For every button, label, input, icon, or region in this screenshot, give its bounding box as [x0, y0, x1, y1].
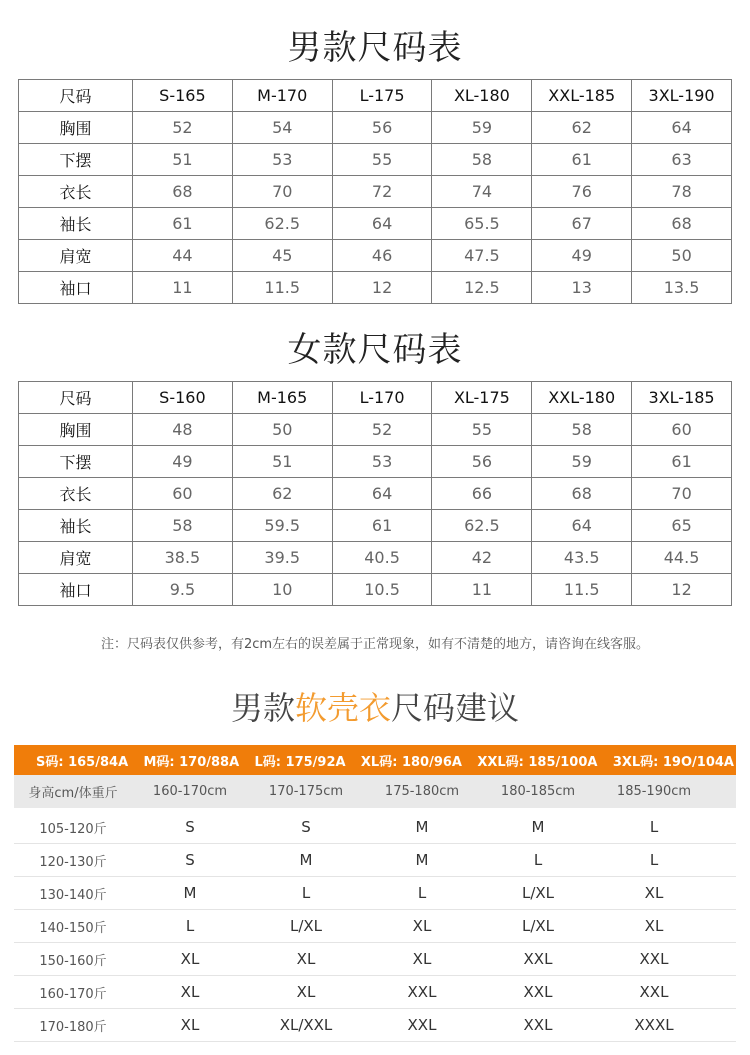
measure-value-cell: 58	[532, 414, 632, 446]
measure-value-cell: 42	[432, 542, 532, 574]
recommend-title-pre: 男款	[230, 689, 295, 727]
table-row	[19, 240, 732, 272]
size-code-label: XL码: 180/96A	[360, 754, 462, 770]
measure-value-cell: 10.5	[332, 574, 432, 606]
measure-value-cell: 48	[133, 414, 233, 446]
measure-value-cell: 61	[632, 446, 732, 478]
measure-value-cell: 66	[432, 478, 532, 510]
recommended-size-cell: XXL	[523, 983, 553, 1001]
recommended-size-cell: L/XL	[289, 917, 323, 935]
measure-value-cell: 55	[432, 414, 532, 446]
measure-value-cell: 50	[232, 414, 332, 446]
measure-label-cell: 肩宽	[19, 542, 133, 574]
measure-value-cell: 56	[432, 446, 532, 478]
women-size-table	[18, 381, 732, 606]
measure-value-cell: 52	[332, 414, 432, 446]
table-row	[19, 446, 732, 478]
recommended-size-cell: XL	[180, 1016, 200, 1034]
measure-value-cell: 46	[332, 240, 432, 272]
measure-value-cell: 70	[232, 176, 332, 208]
recommended-size-cell: L/XL	[521, 917, 555, 935]
weight-range-cell: 120-130斤	[39, 854, 107, 870]
recommended-size-cell: M	[415, 818, 429, 836]
size-header-cell: XXL-180	[532, 382, 632, 414]
recommended-size-cell: XL	[180, 983, 200, 1001]
table-row	[14, 976, 736, 1009]
recommended-size-cell: M	[415, 851, 429, 869]
measure-label-cell: 衣长	[19, 478, 133, 510]
size-code-label: XXL码: 185/100A	[477, 754, 598, 770]
header-label-cell: 尺码	[19, 80, 133, 112]
size-note: 注：尺码表仅供参考，有2cm左右的误差属于正常现象，如有不清楚的地方，请咨询在线客服。	[100, 637, 650, 652]
measure-value-cell: 60	[133, 478, 233, 510]
height-range-header: 180-185cm	[500, 784, 576, 799]
size-header-cell: S-160	[133, 382, 233, 414]
measure-value-cell: 43.5	[532, 542, 632, 574]
table-row	[14, 844, 736, 877]
recommended-size-cell: XXL	[523, 1016, 553, 1034]
measure-value-cell: 61	[332, 510, 432, 542]
size-code-label: L码: 175/92A	[254, 754, 346, 770]
size-header-cell: L-175	[332, 80, 432, 112]
header-label-cell: 尺码	[19, 382, 133, 414]
size-header-cell: XL-175	[432, 382, 532, 414]
measure-value-cell: 64	[532, 510, 632, 542]
measure-value-cell: 54	[232, 112, 332, 144]
size-header-cell: 3XL-185	[632, 382, 732, 414]
measure-label-cell: 袖口	[19, 574, 133, 606]
recommended-size-cell: L	[417, 884, 427, 902]
measure-value-cell: 38.5	[133, 542, 233, 574]
recommended-size-cell: XL	[412, 917, 432, 935]
weight-range-cell: 160-170斤	[39, 986, 107, 1002]
size-code-label: S码: 165/84A	[36, 754, 129, 770]
table-row	[19, 414, 732, 446]
table-row	[14, 910, 736, 943]
men-size-table	[18, 79, 732, 304]
recommended-size-cell: L	[649, 818, 659, 836]
measure-value-cell: 11.5	[532, 574, 632, 606]
measure-value-cell: 44	[133, 240, 233, 272]
recommended-size-cell: M	[531, 818, 545, 836]
measure-value-cell: 59	[532, 446, 632, 478]
size-code-bar	[14, 745, 736, 775]
recommended-size-cell: XL	[296, 983, 316, 1001]
measure-value-cell: 68	[532, 478, 632, 510]
recommended-size-cell: XL	[296, 950, 316, 968]
table-row	[14, 877, 736, 910]
measure-value-cell: 59	[432, 112, 532, 144]
recommended-size-cell: XXXL	[634, 1016, 674, 1034]
measure-value-cell: 11	[133, 272, 233, 304]
measure-value-cell: 60	[632, 414, 732, 446]
measure-value-cell: 62.5	[432, 510, 532, 542]
measure-value-cell: 76	[532, 176, 632, 208]
height-range-header: 185-190cm	[616, 784, 692, 799]
measure-value-cell: 10	[232, 574, 332, 606]
measure-label-cell: 袖长	[19, 208, 133, 240]
weight-range-cell: 170-180斤	[39, 1019, 107, 1035]
recommend-header-row	[14, 775, 736, 808]
recommended-size-cell: XXL	[639, 950, 669, 968]
recommended-size-cell: XXL	[407, 983, 437, 1001]
recommended-size-cell: S	[185, 851, 195, 869]
recommended-size-cell: XL	[644, 917, 664, 935]
recommended-size-cell: XL/XXL	[279, 1016, 333, 1034]
measure-label-cell: 肩宽	[19, 240, 133, 272]
measure-value-cell: 58	[432, 144, 532, 176]
table-row	[14, 1009, 736, 1042]
measure-value-cell: 45	[232, 240, 332, 272]
measure-value-cell: 67	[532, 208, 632, 240]
recommended-size-cell: M	[183, 884, 197, 902]
recommend-title	[0, 683, 750, 729]
recommended-size-cell: L/XL	[521, 884, 555, 902]
measure-value-cell: 70	[632, 478, 732, 510]
size-header-cell: XXL-185	[532, 80, 632, 112]
measure-value-cell: 13	[532, 272, 632, 304]
men-size-chart-title: 男款尺码表	[287, 28, 463, 68]
measure-value-cell: 64	[332, 478, 432, 510]
measure-value-cell: 49	[532, 240, 632, 272]
table-row	[19, 272, 732, 304]
measure-value-cell: 44.5	[632, 542, 732, 574]
measure-label-cell: 袖长	[19, 510, 133, 542]
measure-value-cell: 62.5	[232, 208, 332, 240]
measure-value-cell: 64	[332, 208, 432, 240]
measure-value-cell: 53	[332, 446, 432, 478]
recommended-size-cell: L	[533, 851, 543, 869]
height-weight-header: 身高cm/体重斤	[28, 786, 118, 801]
measure-value-cell: 56	[332, 112, 432, 144]
weight-range-cell: 130-140斤	[39, 887, 107, 903]
recommended-size-cell: M	[299, 851, 313, 869]
measure-value-cell: 51	[232, 446, 332, 478]
measure-value-cell: 65	[632, 510, 732, 542]
weight-range-cell: 140-150斤	[39, 920, 107, 936]
measure-value-cell: 74	[432, 176, 532, 208]
table-row	[19, 542, 732, 574]
recommended-size-cell: XXL	[407, 1016, 437, 1034]
recommended-size-cell: L	[301, 884, 311, 902]
recommended-size-cell: XL	[180, 950, 200, 968]
recommended-size-cell: XXL	[523, 950, 553, 968]
table-row	[19, 574, 732, 606]
measure-label-cell: 下摆	[19, 144, 133, 176]
size-code-label: M码: 170/88A	[143, 754, 240, 770]
measure-value-cell: 62	[532, 112, 632, 144]
measure-value-cell: 12.5	[432, 272, 532, 304]
measure-value-cell: 40.5	[332, 542, 432, 574]
size-header-cell: M-165	[232, 382, 332, 414]
recommended-size-cell: XXL	[639, 983, 669, 1001]
recommended-size-cell: L	[649, 851, 659, 869]
recommend-title-post: 尺码建议	[391, 689, 520, 727]
measure-value-cell: 78	[632, 176, 732, 208]
measure-value-cell: 47.5	[432, 240, 532, 272]
measure-value-cell: 12	[632, 574, 732, 606]
table-header-row	[19, 382, 732, 414]
measure-value-cell: 9.5	[133, 574, 233, 606]
table-row	[19, 478, 732, 510]
measure-value-cell: 11.5	[232, 272, 332, 304]
table-row	[19, 510, 732, 542]
measure-value-cell: 61	[133, 208, 233, 240]
size-code-label: 3XL码: 19O/104A	[612, 754, 734, 770]
table-header-row	[19, 80, 732, 112]
size-header-cell: 3XL-190	[632, 80, 732, 112]
measure-label-cell: 袖口	[19, 272, 133, 304]
measure-value-cell: 39.5	[232, 542, 332, 574]
measure-label-cell: 衣长	[19, 176, 133, 208]
table-row	[19, 112, 732, 144]
measure-label-cell: 胸围	[19, 112, 133, 144]
measure-value-cell: 11	[432, 574, 532, 606]
measure-value-cell: 50	[632, 240, 732, 272]
height-range-header: 170-175cm	[268, 784, 344, 799]
measure-label-cell: 下摆	[19, 446, 133, 478]
weight-range-cell: 105-120斤	[39, 821, 107, 837]
measure-value-cell: 68	[632, 208, 732, 240]
size-header-cell: L-170	[332, 382, 432, 414]
measure-value-cell: 62	[232, 478, 332, 510]
recommend-title-highlight: 软壳衣	[294, 689, 391, 727]
measure-value-cell: 61	[532, 144, 632, 176]
recommended-size-cell: XL	[644, 884, 664, 902]
measure-value-cell: 49	[133, 446, 233, 478]
table-row	[14, 943, 736, 976]
size-header-cell: M-170	[232, 80, 332, 112]
measure-value-cell: 55	[332, 144, 432, 176]
recommend-table-body	[14, 811, 736, 1042]
measure-value-cell: 68	[133, 176, 233, 208]
weight-range-cell: 150-160斤	[39, 953, 107, 969]
recommended-size-cell: S	[301, 818, 311, 836]
table-row	[14, 811, 736, 844]
measure-value-cell: 64	[632, 112, 732, 144]
measure-value-cell: 65.5	[432, 208, 532, 240]
table-row	[19, 208, 732, 240]
measure-value-cell: 13.5	[632, 272, 732, 304]
women-size-chart-title: 女款尺码表	[287, 330, 463, 370]
measure-label-cell: 胸围	[19, 414, 133, 446]
measure-value-cell: 63	[632, 144, 732, 176]
recommended-size-cell: L	[185, 917, 195, 935]
table-row	[19, 144, 732, 176]
height-range-header: 175-180cm	[384, 784, 460, 799]
table-row	[19, 176, 732, 208]
measure-value-cell: 59.5	[232, 510, 332, 542]
size-header-cell: S-165	[133, 80, 233, 112]
measure-value-cell: 53	[232, 144, 332, 176]
measure-value-cell: 12	[332, 272, 432, 304]
measure-value-cell: 72	[332, 176, 432, 208]
measure-value-cell: 52	[133, 112, 233, 144]
size-header-cell: XL-180	[432, 80, 532, 112]
measure-value-cell: 51	[133, 144, 233, 176]
measure-value-cell: 58	[133, 510, 233, 542]
recommended-size-cell: XL	[412, 950, 432, 968]
height-range-header: 160-170cm	[152, 784, 228, 799]
recommended-size-cell: S	[185, 818, 195, 836]
